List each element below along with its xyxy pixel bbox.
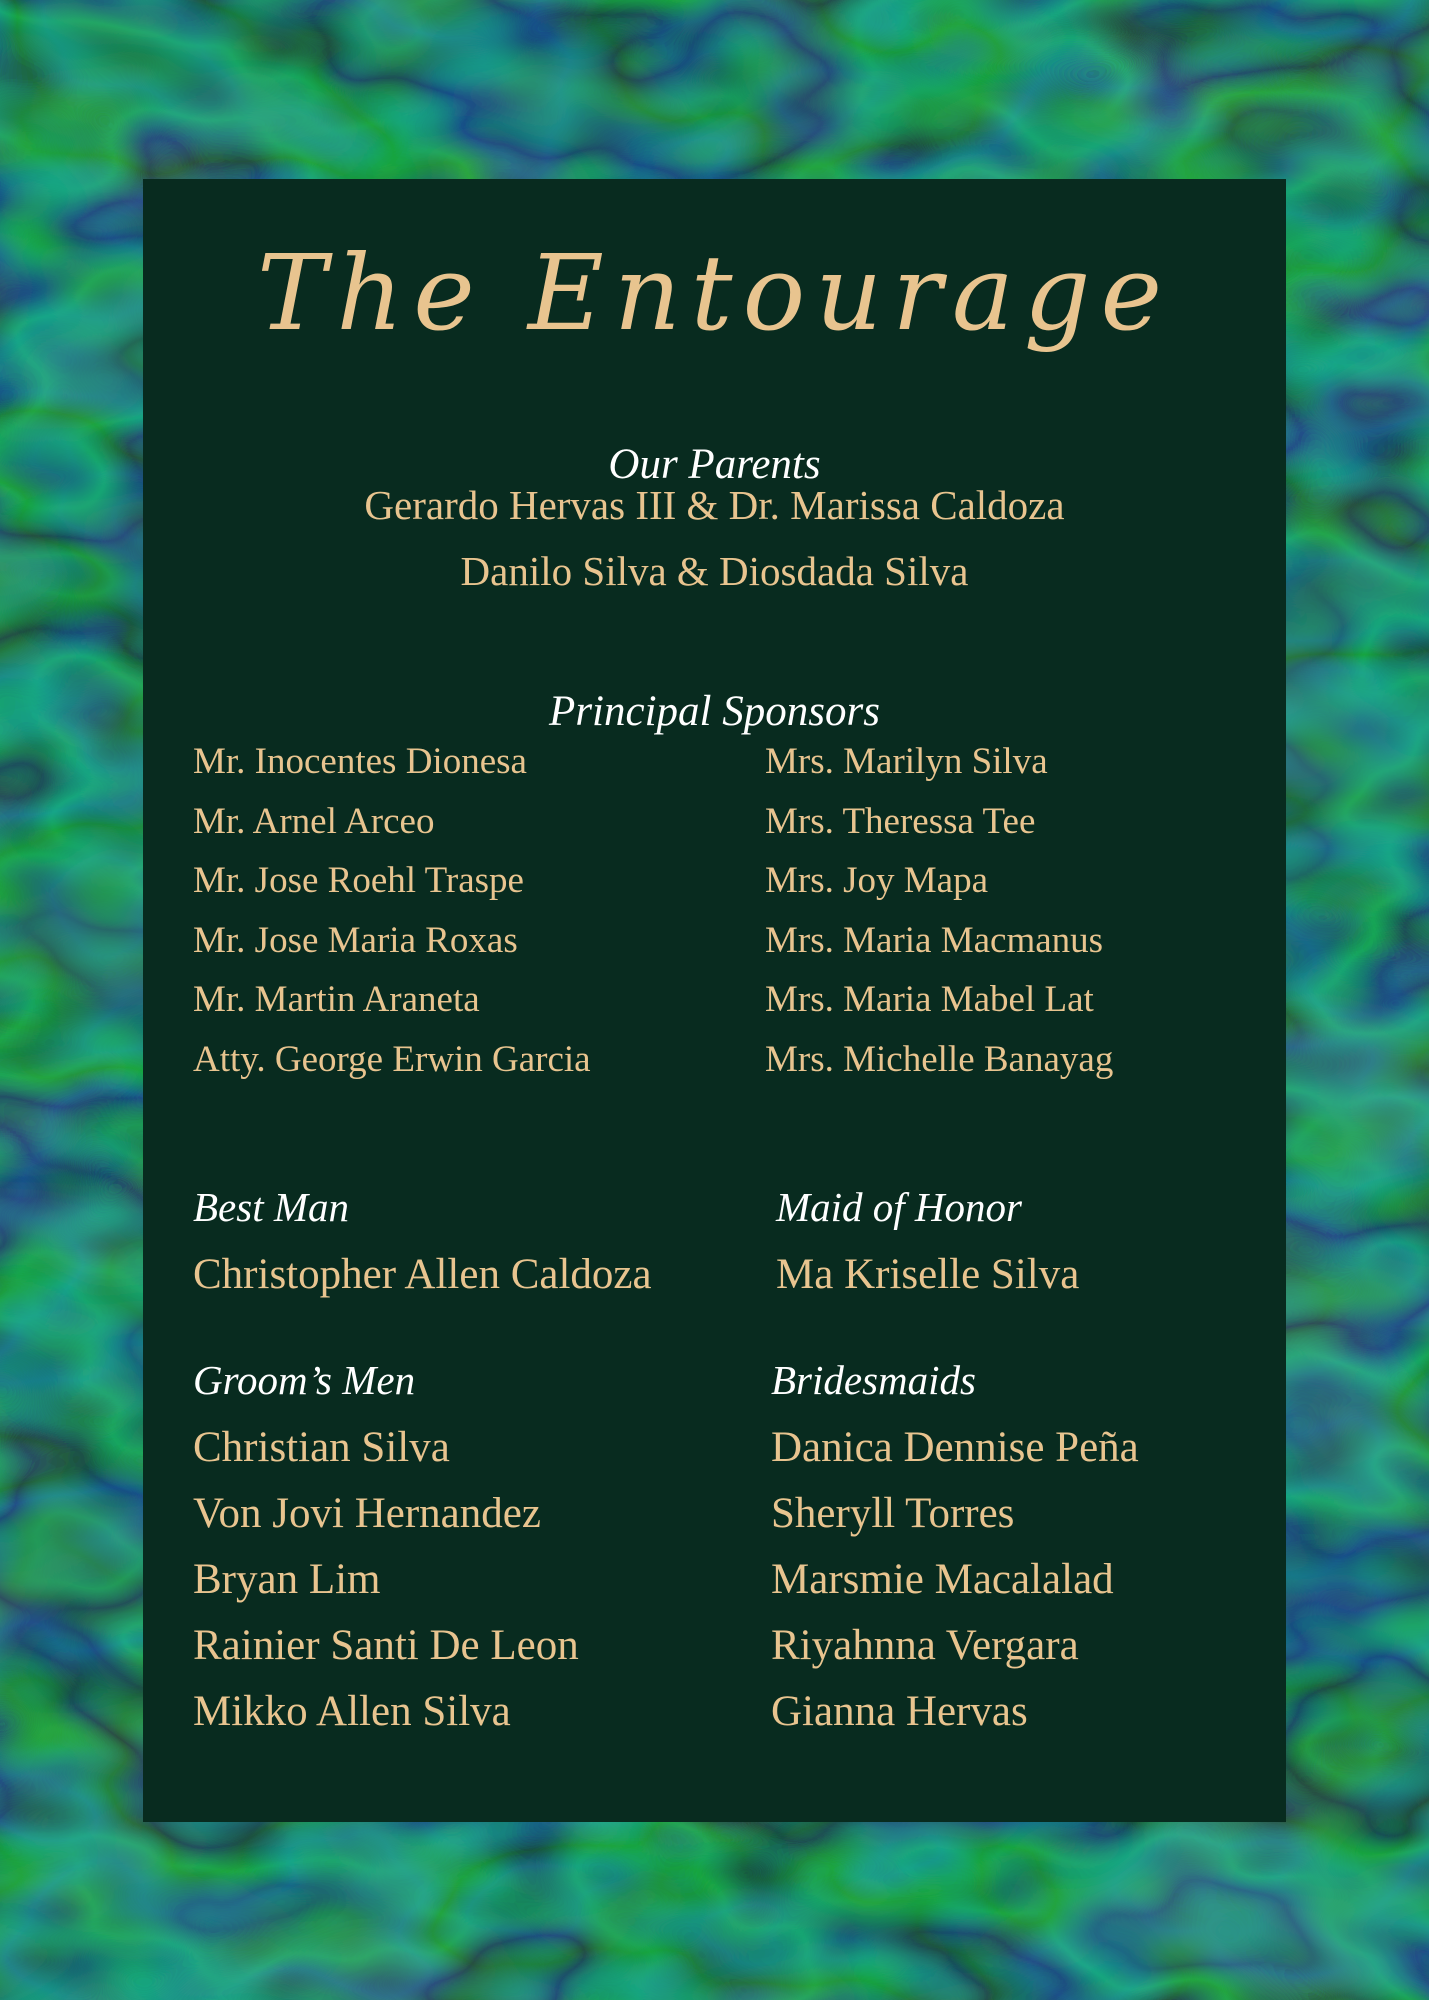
parents-line: Danilo Silva & Diosdada Silva: [460, 548, 969, 594]
grooms-men-section: [193, 1357, 416, 1403]
best-man-name-wrap: [193, 1242, 652, 1308]
sponsor-name: Mrs. Maria Mabel Lat: [765, 979, 1094, 1020]
groomsman-name: Christian Silva: [193, 1424, 450, 1471]
best-man-name: Christopher Allen Caldoza: [193, 1251, 652, 1298]
bridesmaids-list: [771, 1415, 1139, 1745]
parents-names: [143, 472, 1286, 604]
bridesmaid-name: Riyahnna Vergara: [771, 1622, 1079, 1669]
sponsor-name: Mrs. Joy Mapa: [765, 860, 989, 901]
sponsor-name: Mr. Martin Araneta: [193, 979, 480, 1020]
grooms-men-list: [193, 1415, 579, 1745]
sponsor-name: Atty. George Erwin Garcia: [193, 1038, 591, 1080]
bridesmaids-heading: Bridesmaids: [771, 1357, 976, 1403]
groomsman-name: Bryan Lim: [193, 1556, 381, 1603]
sponsor-name: Mrs. Michelle Banayag: [765, 1038, 1114, 1080]
maid-of-honor-section: [776, 1184, 1022, 1230]
sponsor-name: Mrs. Marilyn Silva: [765, 741, 1048, 782]
entourage-card: [143, 179, 1286, 1822]
sponsor-name: Mrs. Theressa Tee: [765, 800, 1036, 842]
best-man-heading: Best Man: [193, 1184, 349, 1230]
bridesmaid-name: Sheryll Torres: [771, 1490, 1015, 1537]
bridesmaid-name: Gianna Hervas: [771, 1688, 1028, 1735]
maid-of-honor-name-wrap: [776, 1242, 1079, 1308]
groomsman-name: Mikko Allen Silva: [193, 1688, 511, 1735]
maid-of-honor-heading: Maid of Honor: [776, 1184, 1022, 1230]
bridesmaid-name: Marsmie Macalalad: [771, 1556, 1114, 1603]
groomsman-name: Von Jovi Hernandez: [193, 1490, 541, 1537]
bridesmaids-section: [771, 1357, 976, 1403]
sponsors-left-column: [193, 732, 591, 1089]
parents-heading: Our Parents: [608, 441, 821, 488]
sponsor-name: Mr. Jose Roehl Traspe: [193, 860, 524, 901]
maid-of-honor-name: Ma Kriselle Silva: [776, 1251, 1080, 1298]
grooms-men-heading: Groom’s Men: [193, 1357, 416, 1403]
parents-line: Gerardo Hervas III & Dr. Marissa Caldoza: [364, 482, 1065, 528]
sponsors-section: [143, 690, 1286, 733]
sponsor-name: Mr. Jose Maria Roxas: [193, 919, 518, 961]
sponsor-name: Mr. Inocentes Dionesa: [193, 741, 527, 782]
groomsman-name: Rainier Santi De Leon: [193, 1622, 579, 1669]
sponsors-right-column: [765, 732, 1113, 1089]
sponsor-name: Mr. Arnel Arceo: [193, 800, 435, 842]
sponsors-heading: Principal Sponsors: [549, 688, 880, 735]
page-title: The Entourage: [256, 232, 1173, 354]
best-man-section: [193, 1184, 349, 1230]
sponsor-name: Mrs. Maria Macmanus: [765, 919, 1104, 961]
bridesmaid-name: Danica Dennise Peña: [771, 1424, 1139, 1471]
